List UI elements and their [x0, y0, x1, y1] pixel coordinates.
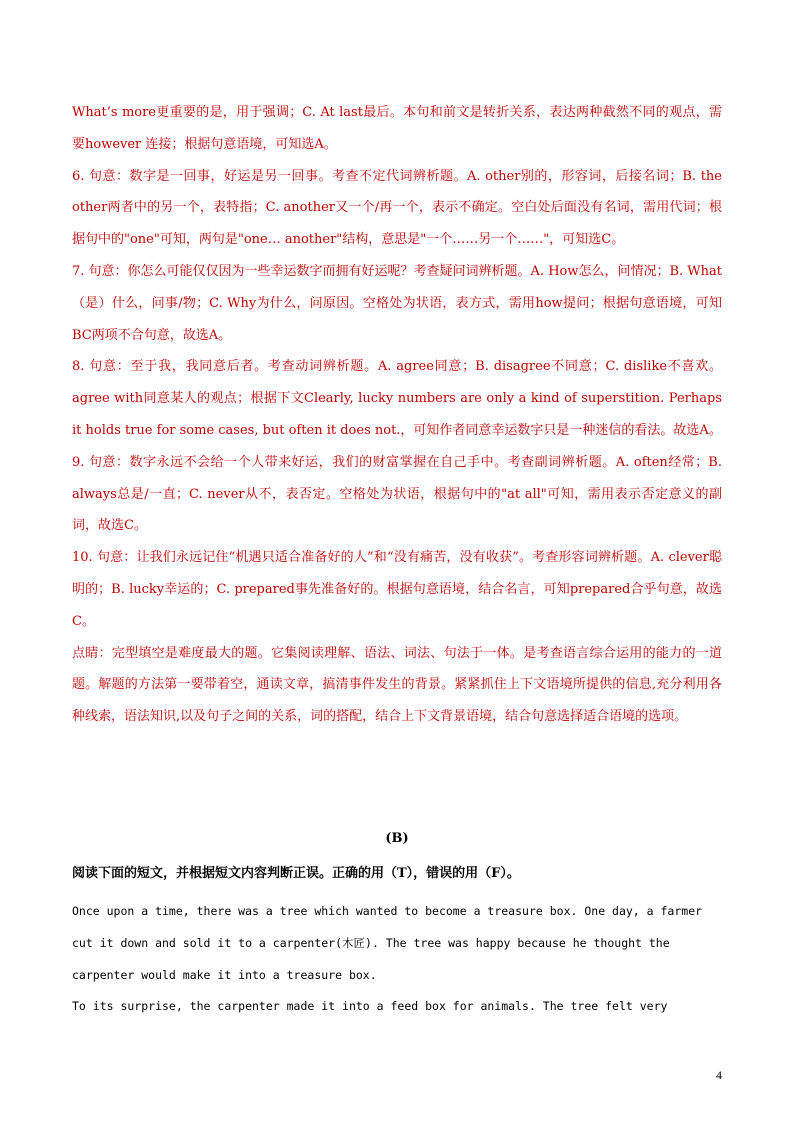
- page-number: 4: [716, 1068, 722, 1082]
- passage-paragraph-2: To its surprise, the carpenter made it into a feed box for animals. The tree felt very: [72, 999, 668, 1014]
- explanation-q7: 7. 句意：你怎么可能仅仅因为一些幸运数字而拥有好运呢？考查疑问词辨析题。A. How怎么，问情况；B. What（是）什么，问事/物；C. Why为什么，问原因。空格处为状语，表方式，需用how提问；根据句意语境，可知BC两项不合句意，故选A。: [72, 263, 723, 343]
- reading-passage: [72, 896, 722, 1023]
- explanation-q10: 10. 句意：让我们永远记住“机遇只适合准备好的人”和“没有痛苦，没有收获”。考查形容词辨析题。A. clever聪明的；B. lucky幸运的；C. prepared事先准备好的。根据句意语境，结合名言，可知prepared合乎句意，故选C。: [72, 550, 722, 629]
- explanation-tip: 点睛：完型填空是难度最大的题。它集阅读理解、语法、词法、句法于一体。是考查语言综合运用的能力的一道题。解题的方法第一要带着空，通读文章，搞清事件发生的背景。紧紧抓住上下文语境所提供的信息,充分利用各种线索，语法知识,以及句子之间的关系，词的搭配，结合上下文背景语境，结合句意选择适合语境的选项。: [72, 645, 722, 725]
- explanation-whats-more: What’s more更重要的是，用于强调；C. At last最后。本句和前文是转折关系，表达两种截然不同的观点，需要however 连接；根据句意语境，可知选A。: [72, 105, 722, 152]
- passage-paragraph-1: Once upon a time, there was a tree which wanted to become a treasure box. One day, a farmer cut it down and sold it to a carpenter(木匠). The tree was happy because he thought the carpenter would make it into a treasure box.: [72, 904, 703, 982]
- answer-explanations: [72, 97, 722, 733]
- section-label: (B): [385, 831, 409, 846]
- explanation-q6: 6. 句意：数字是一回事，好运是另一回事。考查不定代词辨析题。A. other别的，形容词，后接名词；B. the other两者中的另一个，表特指；C. another又一个/再一个，表示不确定。空白处后面没有名词，需用代词；根据句中的"one"可知，两句是"one… another"结构，意思是"一个……另一个……"，可知选C。: [72, 168, 722, 248]
- explanation-q9: 9. 句意：数字永远不会给一个人带来好运，我们的财富掌握在自己手中。考查副词辨析题。A. often经常；B. always总是/一直；C. never从不，表否定。空格处为状语，根据句中的"at all"可知，需用表示否定意义的副词，故选C。: [72, 454, 722, 534]
- explanation-q8: 8. 句意：至于我，我同意后者。考查动词辨析题。A. agree同意；B. disagree不同意；C. dislike不喜欢。agree with同意某人的观点；根据下文Clearly, lucky numbers are only a kind of superstition. Perhaps it holds true for some cases, but often it does not.，可知作者同意幸运数字只是一种迷信的看法。故选A。: [72, 359, 722, 438]
- section-instruction: 阅读下面的短文，并根据短文内容判断正误。正确的用（T），错误的用（F）。: [72, 866, 520, 881]
